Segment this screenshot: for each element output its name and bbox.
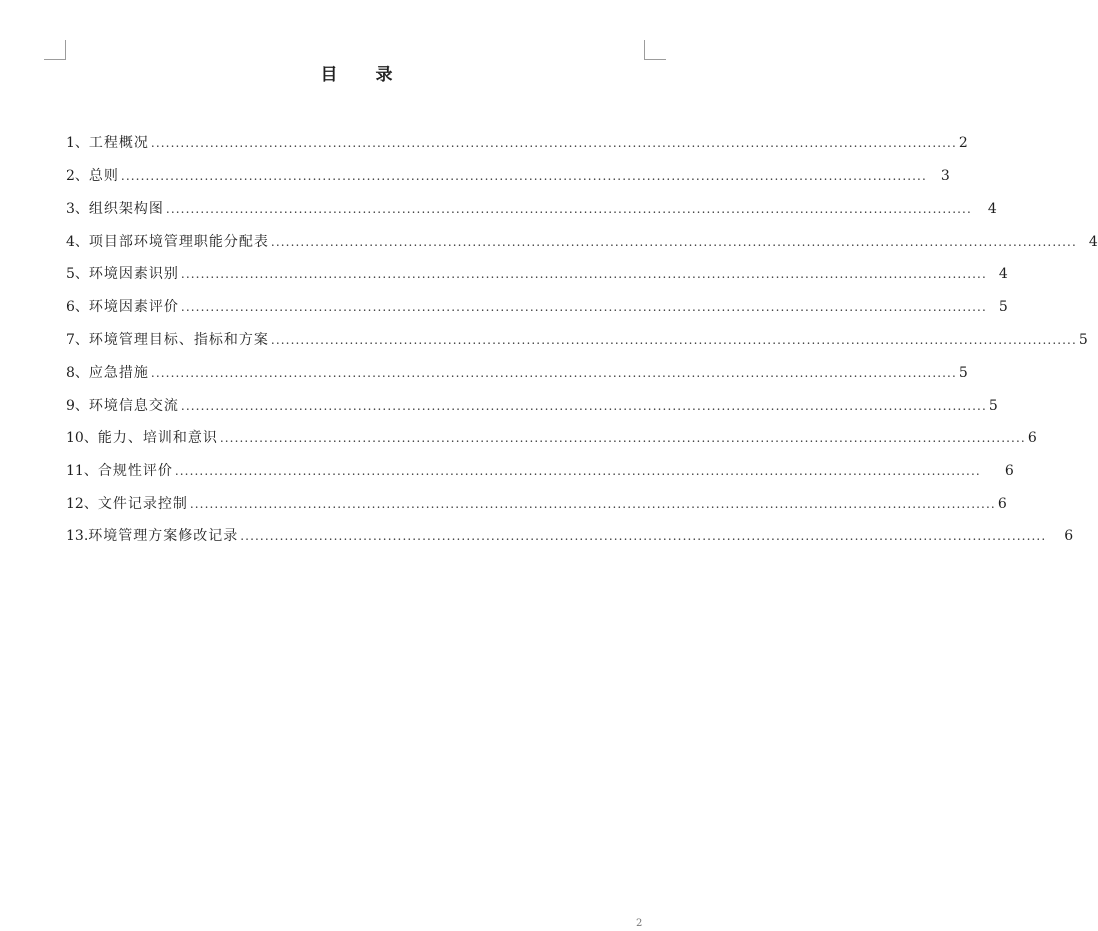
toc-entry-label: 应急措施 — [88, 365, 149, 381]
toc-entry-page: 6 — [1064, 528, 1074, 544]
toc-leader-dots: .................................................................................................................................................................... — [189, 497, 996, 511]
toc-leader-dots: .................................................................................................................................................................... — [240, 529, 1047, 543]
toc-entry-page: 2 — [958, 135, 968, 151]
toc-entry-page: 5 — [958, 365, 968, 381]
toc-entry-label: 总则 — [88, 168, 119, 184]
toc-leader-dots: .................................................................................................................................................................... — [174, 464, 981, 478]
toc-entry-page: 5 — [1078, 332, 1088, 348]
page-number: 2 — [636, 918, 643, 929]
toc-entry-page: 4 — [987, 201, 997, 217]
toc-entry-label: 环境因素评价 — [88, 299, 179, 315]
toc-entry[interactable] — [66, 494, 1007, 514]
toc-entry-page: 3 — [940, 168, 950, 184]
toc-leader-dots: .................................................................................................................................................................... — [120, 169, 927, 183]
toc-entry[interactable] — [66, 363, 968, 383]
toc-entry-label: 工程概况 — [88, 135, 149, 151]
toc-entry-number: 5、 — [66, 266, 89, 282]
toc-entry-number: 4、 — [66, 234, 89, 250]
toc-entry-number: 8、 — [66, 365, 89, 381]
toc-entry-number: 10、 — [66, 430, 98, 446]
toc-entry-number: 7、 — [66, 332, 89, 348]
toc-entry-number: 6、 — [66, 299, 89, 315]
toc-entry[interactable] — [66, 199, 997, 219]
toc-entry[interactable] — [66, 461, 1014, 481]
toc-entry-label: 文件记录控制 — [97, 496, 188, 512]
toc-leader-dots: .................................................................................................................................................................... — [150, 366, 957, 380]
toc-entry-page: 6 — [1027, 430, 1037, 446]
toc-entry-page: 4 — [998, 266, 1008, 282]
toc-entry[interactable] — [66, 330, 1088, 350]
toc-entry-page: 6 — [1004, 463, 1014, 479]
toc-entry-number: 13. — [66, 528, 89, 544]
toc-entry-label: 项目部环境管理职能分配表 — [88, 234, 269, 250]
toc-entry-label: 组织架构图 — [88, 201, 164, 217]
toc-entry-page: 4 — [1088, 234, 1098, 250]
toc-leader-dots: .................................................................................................................................................................... — [180, 399, 987, 413]
toc-leader-dots: .................................................................................................................................................................... — [180, 300, 987, 314]
toc-entry-label: 环境管理目标、指标和方案 — [88, 332, 269, 348]
toc-entry-number: 9、 — [66, 398, 89, 414]
toc-entry-label: 环境信息交流 — [88, 398, 179, 414]
toc-entry-label: 合规性评价 — [97, 463, 173, 479]
toc-entry[interactable] — [66, 297, 1008, 317]
toc-entry[interactable] — [66, 396, 998, 416]
toc-leader-dots: .................................................................................................................................................................... — [270, 235, 1077, 249]
toc-entry-number: 3、 — [66, 201, 89, 217]
toc-entry-number: 2、 — [66, 168, 89, 184]
toc-entry[interactable] — [66, 232, 1098, 252]
toc-entry[interactable] — [66, 264, 1008, 284]
toc-leader-dots: .................................................................................................................................................................... — [150, 136, 957, 150]
toc-leader-dots: .................................................................................................................................................................... — [165, 202, 972, 216]
toc-entry-label: 环境因素识别 — [88, 266, 179, 282]
toc-entry-label: 能力、培训和意识 — [97, 430, 218, 446]
toc-leader-dots: .................................................................................................................................................................... — [180, 267, 987, 281]
toc-entry-number: 1、 — [66, 135, 89, 151]
toc-entry[interactable] — [66, 428, 1037, 448]
toc-leader-dots: .................................................................................................................................................................... — [219, 431, 1026, 445]
toc-entry-page: 5 — [998, 299, 1008, 315]
toc-entry[interactable] — [66, 133, 968, 153]
toc-leader-dots: .................................................................................................................................................................... — [270, 333, 1077, 347]
toc-entry[interactable] — [66, 166, 950, 186]
toc-entry-label: 环境管理方案修改记录 — [88, 528, 239, 544]
toc-entry-number: 12、 — [66, 496, 98, 512]
toc-title-right: 录 — [375, 65, 393, 85]
toc-title-left: 目 — [320, 65, 338, 85]
toc-entry[interactable] — [66, 526, 1074, 546]
toc-entry-page: 5 — [988, 398, 998, 414]
toc-entry-number: 11、 — [66, 463, 98, 479]
toc-entry-page: 6 — [997, 496, 1007, 512]
